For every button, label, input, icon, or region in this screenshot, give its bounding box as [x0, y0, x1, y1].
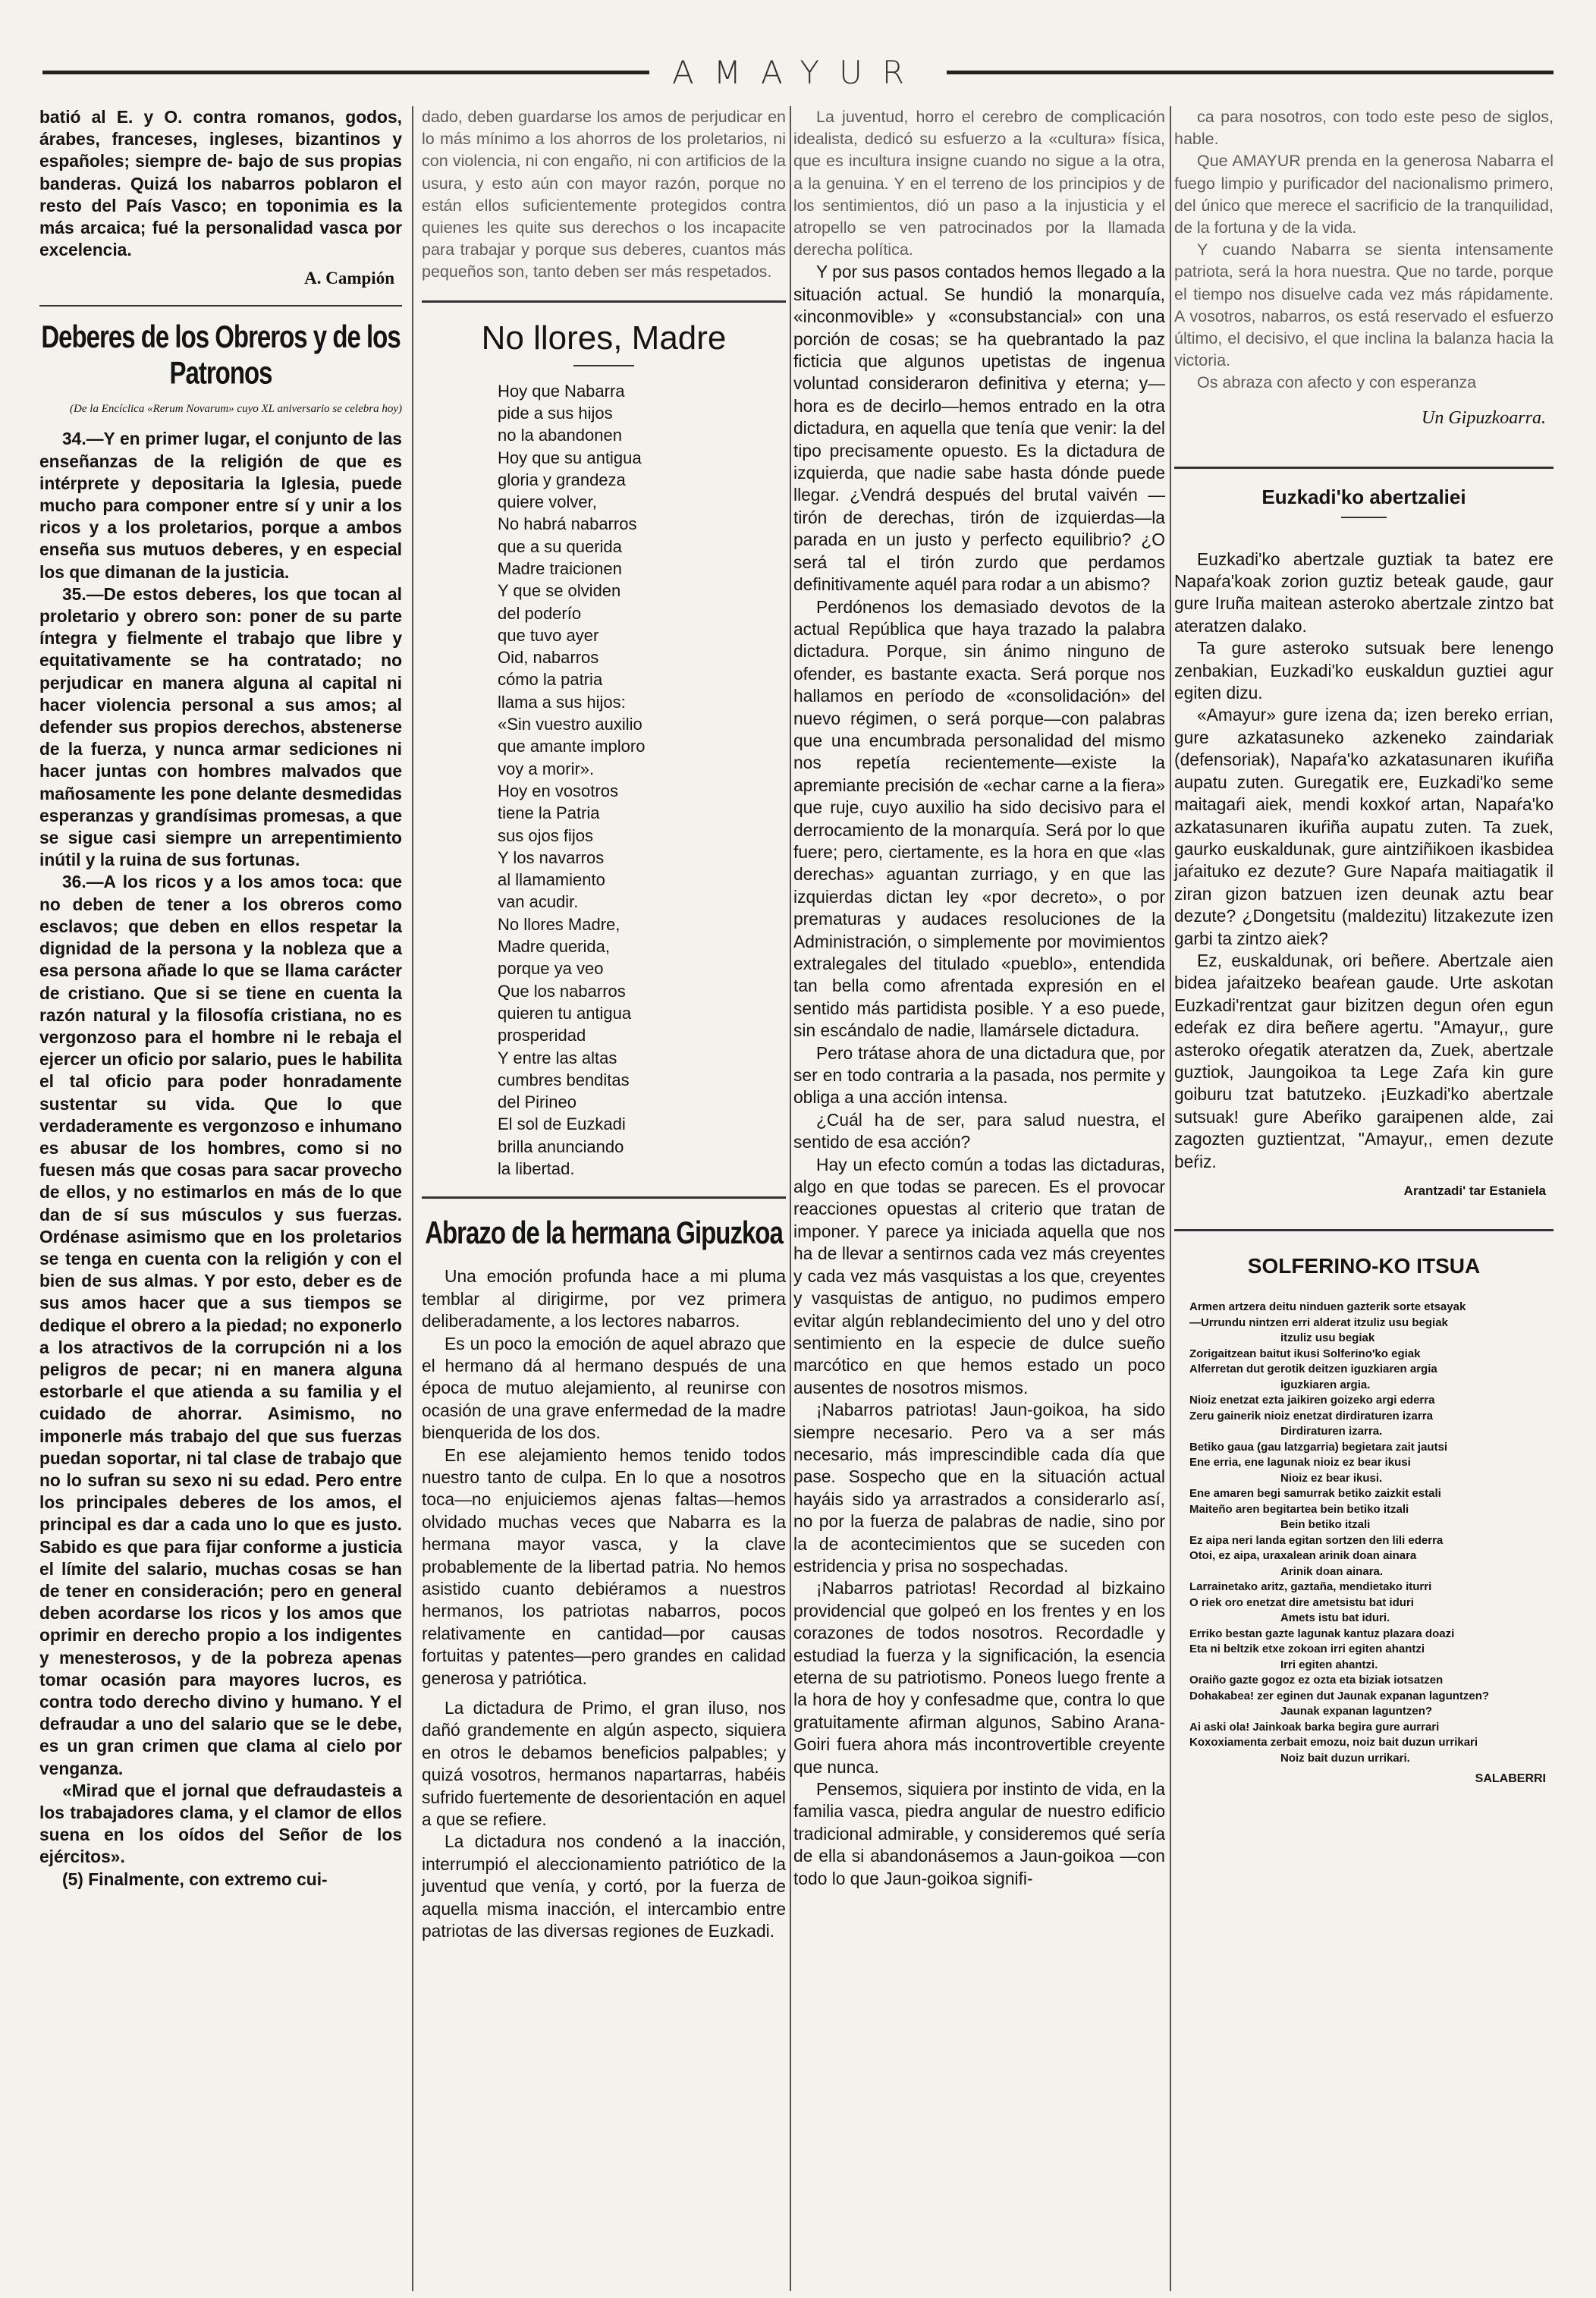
song-line: Nioiz enetzat ezta jaikiren goizeko argi ederra: [1189, 1394, 1435, 1407]
poem-line: brilla anunciando: [498, 1136, 624, 1156]
paragraph: La dictadura de Primo, el gran iluso, nos dañó grandemente en algún aspecto, siquiera en otros le debamos beneficios palpables; y quizá vosotros, hermanos napartarras, habéis sufrido fuertemente de desorientación en aquel a que se refiere.: [422, 1698, 786, 1830]
deberes-title: Deberes de los Obreros y de los Patronos: [41, 319, 401, 391]
paragraph: ca para nosotros, con todo este peso de siglos, hable.: [1174, 108, 1554, 149]
poem-line: gloria y grandeza: [498, 470, 626, 489]
song-line: Zorigaitzean baitut ikusi Solferino'ko egiak: [1189, 1347, 1421, 1360]
poem-line: sus ojos fijos: [498, 825, 593, 845]
paragraph: Pensemos, siquiera por instinto de vida, en la familia vasca, piedra angular de nuestro edificio tradicional admirable, y consideremos qué sería de ella si abandonásemos a Jaun-goikoa —con todo lo que Jaun-goikoa signifi-: [793, 1779, 1166, 1888]
song-line: Amets istu bat iduri.: [1280, 1611, 1390, 1625]
song-line: Maiteño aren begitartea bein betiko itzali: [1189, 1502, 1409, 1516]
gipuzkoa-continuation: [793, 261, 1165, 1890]
poem-line: «Sin vuestro auxilio: [498, 715, 642, 734]
masthead-rule-right: [947, 71, 1554, 74]
poem-line: quieren tu antigua: [498, 1003, 632, 1023]
song-line: Noiz bait duzun urrikari.: [1280, 1751, 1410, 1765]
poem-line: cómo la patria: [498, 670, 603, 690]
song-line: Ai aski ola! Jainkoak barka begira gure aurrari: [1189, 1720, 1440, 1734]
separator: [422, 300, 786, 303]
column-4: [1174, 106, 1554, 1786]
poem-line: Madre querida,: [498, 937, 610, 957]
song-line: Nioiz ez bear ikusi.: [1280, 1471, 1383, 1485]
song-line: Koxoxiamenta zerbait emozu, noiz bait duzun urrikari: [1189, 1736, 1478, 1749]
song-line: Zeru gainerik nioiz enetzat dirdiraturen izarra: [1189, 1409, 1433, 1422]
paragraph: Pero trátase ahora de una dictadura que, por ser en todo contraria a la pasada, nos permite y obliga a una acción intensa.: [793, 1042, 1165, 1108]
song-line: O riek oro enetzat dire ametsistu bat iduri: [1189, 1595, 1414, 1609]
poem-line: porque ya veo: [498, 959, 604, 979]
poem-line: tiene la Patria: [498, 803, 600, 823]
poem-line: que tuvo ayer: [498, 625, 599, 645]
poem-line: prosperidad: [498, 1026, 586, 1045]
song-line: Arinik doan ainara.: [1280, 1564, 1384, 1578]
title-underline: [573, 365, 634, 366]
song-line: Betiko gaua (gau latzgarria) begietara zait jautsi: [1189, 1440, 1448, 1454]
poem-line: van acudir.: [498, 892, 579, 912]
song-line: Ene amaren begi samurrak betiko zaizkit estali: [1189, 1487, 1441, 1501]
campion-text: batió al E. y O. contra romanos, godos, árabes, franceses, ingleses, bizantinos y españoles; siempre de- bajo de sus propias banderas. Quizá los nabarros poblaron el resto del País Vasco; en toponimia es la más arcaica; fué la personalidad vasca por excelencia.: [39, 107, 402, 260]
column-divider: [412, 106, 413, 2291]
poem-line: Hoy que su antigua: [498, 448, 642, 467]
paragraph: Ta gure asteroko sutsuak bere lenengo zenbakian, Euzkadi'ko euskaldun guztiei agur egiten dizu.: [1174, 638, 1554, 703]
paragraph: En ese alejamiento hemos tenido todos nuestro tanto de culpa. En lo que a nosotros toca—no enjuiciemos ajenas faltas—hemos olvidado muchas veces que Nabarra es la hermana mayor vasca, y la clave probablemente de la libertad patria. No hemos asistido cuanto debiéramos a nuestros hermanos, los patriotas nabarros, pocos relativamente en cantidad—por causas fortuitas y patentes—pero grandes en calidad generosa y patriótica.: [422, 1445, 786, 1688]
poem-line: voy a morir».: [498, 759, 595, 778]
poem-title: No llores, Madre: [481, 319, 727, 357]
deberes-source-note: (De la Encíclica «Rerum Novarum» cuyo XL aniversario se celebra hoy): [70, 403, 402, 416]
paragraph: La dictadura nos condenó a la inacción, interrumpió el aleccionamiento patriótico de la juventud que venía, y cortó, por la fuerza de aquella misma inacción, el intercambio entre patriotas de las diversas regiones de Euzkadi.: [422, 1831, 786, 1941]
column-divider: [1170, 106, 1171, 2291]
gipuzkoa-continuation-faded: [793, 106, 1165, 261]
column-3: [793, 106, 1165, 1890]
paragraph: Ez, euskaldunak, ori beñere. Abertzale aien bidea jaŕaitzeko beaŕean gaude. Urte askotan Euzkadi'rentzat gaur bizitzen degun oŕen egun edeŕak ez dira beñere agertu. "Amayur,, gure asteroko oŕegatik ateratzen da, Zuek, abertzale guztiok, Jaungoikoa ta Lege Zaŕa kin gure goiburu tzat batutzeko. ¡Euzkadi'ko abertzale sutsuak! gure Abeŕiko garaipenen alde, zai zagozten guztientzat, "Amayur,, emen dezute beŕiz.: [1174, 950, 1554, 1171]
separator: [1174, 467, 1554, 469]
paragraph: Que AMAYUR prenda en la generosa Nabarra el fuego limpio y purificador del nacionalismo primero, del único que merece el sacrificio de la tranquilidad, de la fortuna y de la vida.: [1174, 152, 1554, 237]
campion-article-end: [39, 106, 402, 261]
poem-line: El sol de Euzkadi: [498, 1114, 626, 1134]
song-line: Ene erria, ene lagunak nioiz ez bear ikusi: [1189, 1456, 1411, 1470]
song-line: Bein betiko itzali: [1280, 1518, 1371, 1532]
song-line: Eta ni beltzik etxe zokoan irri egiten ahantzi: [1189, 1643, 1425, 1656]
poem-line: que amante imploro: [498, 737, 646, 756]
song-line: Erriko bestan gazte lagunak kantuz plazara doazi: [1189, 1627, 1455, 1640]
poem-line: No habrá nabarros: [498, 514, 637, 534]
paragraph: ¡Nabarros patriotas! Jaun-goikoa, ha sido siempre necesario. Pero va a ser más necesario, más imprescindible cada día que pase. Sospecho que en la situación actual hayáis sido ya arrastrados a considerarlo así, no por la fuerza de palabras de nadie, sino por la de acontecimientos que se suceden con estridencia y prisa no sospechadas.: [793, 1400, 1165, 1576]
poem-line: No llores Madre,: [498, 914, 620, 934]
song-line: Jaunak expanan laguntzen?: [1280, 1705, 1433, 1718]
song-line: Oraiño gazte gogoz ez ozta eta biziak iotsatzen: [1189, 1674, 1444, 1687]
euzkadi-title: Euzkadi'ko abertzaliei: [1261, 485, 1466, 508]
paragraph: «Amayur» gure izena da; izen bereko errian, gure azkatasuneko azkeneko zaindariak (defensoriak), Napaŕa'ko azkatasunaren ikuŕiña aupatu zuten. Guregatik ere, Euzkadi'ko seme maitagaŕi aiek, mendi koxkoŕ artan, Napaŕa'ko azkatasunaren ikuŕiña aupatu zuten. Ta zuek, gaurko euskaldunak, gure aintziñikoen ikasbidea jaŕaituko ez dezute? Gure Napaŕa maitiagatik il ziran gizon batzuen izen deunak aztu bear dezute? ¿Dongetsitu (maldezitu) litzakezute izen garbi ta zintzo aiek?: [1174, 705, 1554, 948]
poem-line: del poderío: [498, 603, 582, 623]
poem-line: Hoy en vosotros: [498, 781, 618, 800]
poem-line: Madre traicionen: [498, 559, 622, 578]
euzkadi-body: [1174, 549, 1554, 1173]
poem-line: del Pirineo: [498, 1092, 577, 1112]
gipuzkoa-body: [422, 1265, 786, 1942]
column-2: [422, 106, 786, 1943]
separator: [1174, 1229, 1554, 1231]
paragraph: dado, deben guardarse los amos de perjudicar en lo más mínimo a los ahorros de los proletarios, ni con violencia, ni con engaño, ni con artificios de la usura, y esto aún con mayor razón, porque no están ellos suficientemente protegidos contra quienes les quite sus derechos o los incapacite para trabajar y porque sus deberes, cuantos más pequeños son, tanto deben ser más respetados.: [422, 108, 786, 281]
poem-line: Y que se olviden: [498, 581, 621, 601]
paragraph: (5) Finalmente, con extremo cui-: [62, 1869, 328, 1889]
poem-line: quiere volver,: [498, 492, 597, 512]
masthead: [42, 53, 1554, 91]
paragraph: Es un poco la emoción de aquel abrazo que el hermano dá al hermano después de una época de mutuo alejamiento, al reunirse con ocasión de una grave enfermedad de la madre bienquerida de los dos.: [422, 1333, 786, 1443]
gipuzkoa-title: Abrazo de la hermana Gipuzkoa: [425, 1215, 783, 1250]
separator: [422, 1196, 786, 1199]
song-line: Dirdiraturen izarra.: [1280, 1425, 1383, 1438]
poem-line: cumbres benditas: [498, 1070, 630, 1089]
column-divider: [790, 106, 791, 2291]
poem-line: Hoy que Nabarra: [498, 381, 625, 401]
column-1: [39, 106, 402, 1891]
song-line: Armen artzera deitu ninduen gazterik sorte etsayak: [1189, 1300, 1466, 1314]
campion-signature: A. Campión: [304, 269, 394, 288]
song-line: —Urrundu nintzen erri alderat itzuliz usu begiak: [1189, 1316, 1448, 1329]
separator: [39, 305, 402, 307]
paragraph: 35.—De estos deberes, los que tocan al proletario y obrero son: poner de su parte íntegra y fielmente el trabajo que libre y equitativamente se ha contratado; no perjudicar en manera alguna al capital ni hacer violencia personal a sus amos; al defender sus propios derechos, abstenerse de la fuerza, y nunca armar sediciones ni hacer juntas con hombres malvados que mañosamente les pone delante desmedidas esperanzas y grandísimas promesas, a que se sigue casi siempre un arrepentimiento inútil y la ruina de sus fortunas.: [39, 583, 402, 870]
paragraph: 36.—A los ricos y a los amos toca: que no deben de tener a los obreros como esclavos; que deben en ellos respetar la dignidad de la persona y la nobleza que a esa persona añade lo que se llama carácter de cristiano. Que si se tiene en cuenta la razón natural y la filosofía cristiana, no es vergonzoso para el hombre ni le rebaja el ejercer un oficio por salario, pues le habilita el tal oficio para poder honradamente sustentar su vida. Que lo que verdaderamente es vergonzoso e inhumano es abusar de los hombres, como si no fuesen más que cosas para sacar provecho de ellos, y no estimarlos en más de lo que dan de sí sus músculos y sus fuerzas. Ordénase asimismo que en los proletarios se tenga en cuenta con la religión y con el bien de sus almas. Y por esto, deber es de sus amos hacer que a sus tiempos se dedique el obrero a la piedad; no exponerlo a los atractivos de la corrupción ni a los peligros de pecar; ni en manera alguna estorbarle el que atienda a su familia y el cuidado de ahorrar. Asimismo, no imponerle más trabajo del que sus fuerzas puedan soportar, ni tal clase de trabajo que no lo sufran su sexo ni su edad. Pero entre los principales deberes de los amos, el principal es dar a cada uno lo que es justo. Sabido es que para fijar conforme a justicia el límite del salario, muchas cosas se han de tener en consideración; pero en general deben acordarse los ricos y los amos que oprimir en derecho propio a los indigentes y menesterosos, y de la pobreza apenas tomar ocasión para mayores lucros, es contra todo derecho divino y humano. Y el defraudar a uno del salario que se le debe, es un gran crimen que clama al cielo por venganza.: [39, 872, 402, 1778]
poem-line: la libertad.: [498, 1159, 575, 1179]
gipuzkoa-signature: Un Gipuzkoarra.: [1421, 407, 1546, 428]
masthead-rule-left: [42, 71, 649, 74]
paragraph: La juventud, horro el cerebro de complicación idealista, dedicó su esfuerzo a la «cultura» física, que es incultura insigne cuando no sigue a la otra, a la genuina. Y en el terreno de los principios y de los sentimientos, dió un paso a la injusticia y el atropello se ven patrocinados por la llamada derecha política.: [793, 108, 1165, 259]
song-title: SOLFERINO-KO ITSUA: [1247, 1254, 1481, 1278]
song-line: Larrainetako aritz, gaztaña, mendietako iturri: [1189, 1580, 1432, 1594]
poem-line: Que los nabarros: [498, 981, 626, 1001]
paragraph: Hay un efecto común a todas las dictaduras, algo en que todas se parecen. Es el provocar reacciones opuestas al criterio que tratan de imponer. Y parece ya iniciada aquella que nos ha de llevar a sentirnos cada vez más creyentes y cada vez más vasquistas a los que, creyentes y vasquistas de antiguo, no pudimos empero evitar algún reblandecimiento del uno y del otro sentimiento en la especie de dulce sueño marcótico en que hemos estado un poco ausentes de nosotros mismos.: [793, 1154, 1165, 1397]
paragraph: Una emoción profunda hace a mi pluma temblar al dirigirme, por vez primera deliberadamente, a los lectores nabarros.: [422, 1266, 786, 1331]
poem-line: Y los navarros: [498, 847, 605, 867]
song-line: iguzkiaren argia.: [1280, 1378, 1371, 1391]
song-line: Alferretan dut gerotik deitzen iguzkiaren argia: [1189, 1363, 1437, 1376]
paragraph: ¡Nabarros patriotas! Recordad al bizkaino providencial que golpeó en los frentes y en los corazones de todos nosotros. Recordadle y estudiad la fuerza y la significación, la esencia eterna de su patriotismo. Poneos luego frente a la hora de hoy y confesadme que, contra lo que gratuitamente afirman algunos, Sabino Arana-Goiri fuera ahora más incontrovertible creyente que nunca.: [793, 1578, 1165, 1777]
song-line: itzuliz usu begiak: [1280, 1331, 1375, 1345]
paragraph: Euzkadi'ko abertzale guztiak ta batez ere Napaŕa'koak zorion guztiz beteak gaude, gaur gure Iruña maitean asteroko abertzale zintzo bat ateratzen dalako.: [1174, 549, 1554, 636]
song-line: Otoi, ez aipa, uraxalean arinik doan ainara: [1189, 1549, 1417, 1563]
song-signature: SALABERRI: [1475, 1772, 1546, 1786]
paragraph: Perdónenos los demasiado devotos de la actual República que haya trazado la palabra dictadura. Porque, sin ánimo ninguno de ofender, es bastante exacta. Será porque nos hallamos en período de «consolidación» del nuevo régimen, o será porque—con palabras que una encumbrada personalidad del mismo nos repetía recientemente—existe la apremiante precisión de «echar carne a la fiera» que ruje, cuyo auxilio ha sido decisivo para el derrocamiento de la monarquía. Será por lo que fuere; pero, ciertamente, es la hora en que «las derechas» aguantan zurriago, y en que las izquierdas dictan ley «por decreto», o por prematuras y audaces resoluciones de la Administración, o simplemente por movimientos extralegales del titulado «pueblo», entendida tan bella como afrentada expresión en el sentido más partidista posible. Y a eso puede, sin escándalo de nadie, llamársele dictadura.: [793, 596, 1165, 1041]
song-line: Ez aipa neri landa egitan sortzen den lili ederra: [1189, 1533, 1444, 1547]
paragraph: Y cuando Nabarra se sienta intensamente patriota, será la hora nuestra. Que no tarde, porque el tiempo nos disuelve cada vez más rápidamente. A vosotros, nabarros, os está reservado el esfuerzo último, el decisivo, el que inclina la balanza hacia la victoria.: [1174, 240, 1554, 370]
poem-line: pide a sus hijos: [498, 403, 613, 423]
poem-line: Oid, nabarros: [498, 648, 599, 668]
poem: [498, 380, 786, 1180]
gipuzkoa-ending: [1174, 106, 1554, 395]
newspaper-title: AMAYUR: [671, 53, 925, 91]
title-underline: [1341, 517, 1387, 518]
paragraph: Os abraza con afecto y con esperanza: [1197, 373, 1477, 392]
poem-line: llama a sus hijos:: [498, 692, 626, 712]
song-line: Dohakabea! zer eginen dut Jaunak expanan laguntzen?: [1189, 1689, 1490, 1702]
song-line: Irri egiten ahantzi.: [1280, 1658, 1378, 1671]
poem-line: que a su querida: [498, 536, 622, 556]
paragraph: 34.—Y en primer lugar, el conjunto de las enseñanzas de la religión de que es intérprete y depositaria la Iglesia, puede mucho para componer entre sí y unir a los ricos y a los proletarios, porque a ambos enseña sus mutuos deberes, y en especial los que dimanan de la justicia.: [39, 429, 402, 582]
paragraph: ¿Cuál ha de ser, para salud nuestra, el sentido de esa acción?: [793, 1109, 1165, 1152]
poem-line: Y entre las altas: [498, 1048, 617, 1067]
deberes-body: [39, 428, 402, 1890]
paragraph: Y por sus pasos contados hemos llegado a la situación actual. Se hundió la monarquía, «inconmovible» y «consubstancial» con una porción de cosas; se ha quebrantado la paz ficticia que algunos upetistas de ingenua voluntad consideraron definitiva y eterna; y—hora es de decirlo—hemos entrado en la otra dictadura, en aquella que tenía que venir: la del tipo precisamente opuesto. Es la dictadura de izquierda, que nadie sabe hasta dónde puede llegar. ¿Vendrá después del brutal vaivén —tirón de derechas, tirón de izquierdas—la parada en un justo y perfecto equilibrio? ¿O será tal el tirón zurdo que perdamos definitivamente aquél para rodar a un abismo?: [793, 262, 1165, 595]
deberes-continuation: [422, 106, 786, 284]
paragraph: «Mirad que el jornal que defraudasteis a los trabajadores clama, y el clamor de ellos suena en los oídos del Señor de los ejércitos».: [39, 1780, 402, 1867]
euzkadi-signature: Arantzadi' tar Estaniela: [1403, 1184, 1546, 1199]
poem-line: al llamamiento: [498, 870, 605, 890]
poem-line: no la abandonen: [498, 426, 622, 445]
song-lyrics: [1189, 1300, 1554, 1766]
